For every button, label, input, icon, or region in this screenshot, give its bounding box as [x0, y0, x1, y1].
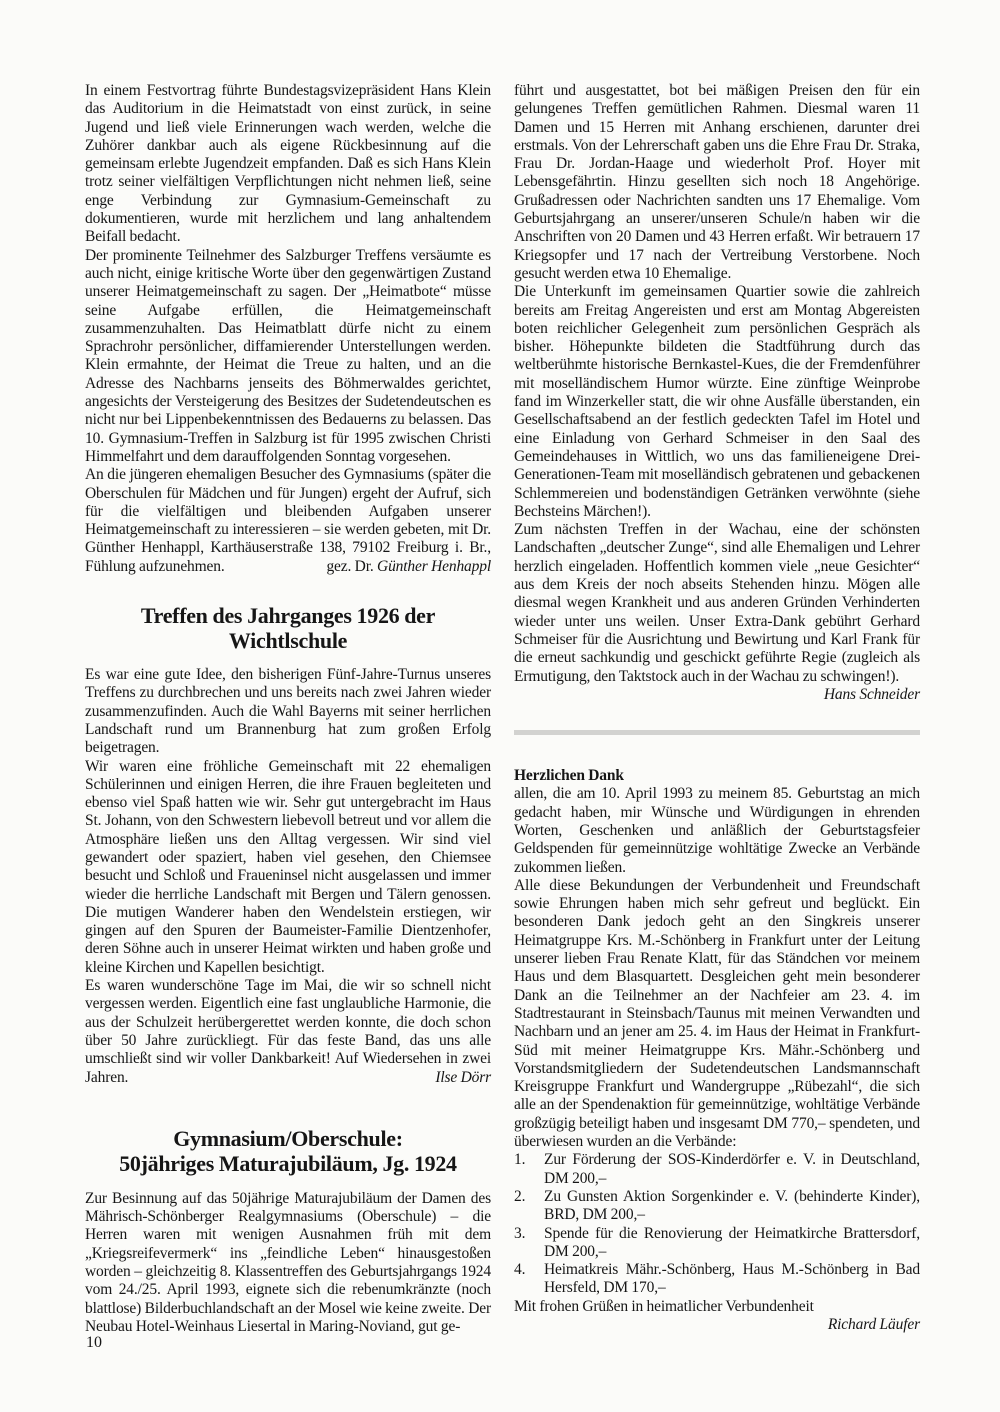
donation-list-item: [514, 1188, 920, 1225]
page-number: 10: [86, 1334, 102, 1351]
paragraph-text: An die jüngeren ehemaligen Besucher des Gymnasiums (später die Oberschulen für Mädchen und für Jungen) ergeht der Aufruf, sich für die vielfältigen und bleibenden Aufgaben unserer Heimatgemeinschaft zu interessieren – sie werden gebeten, mit Dr. Günther Henhappl, Karthäuserstraße 138, 79102 Freiburg i. Br., Fühlung aufzunehmen.: [85, 466, 491, 575]
two-column-layout: [85, 82, 920, 1336]
list-item-text: Zu Gunsten Aktion Sorgenkinder e. V. (behinderte Kinder), BRD, DM 200,–: [544, 1187, 920, 1224]
paragraph-text: Es waren wunderschöne Tage im Mai, die wir so schnell nicht vergessen werden. Eigentlich eine fast unglaubliche Harmonie, die aus der Schulzeit herübergerettet werden konnte, die doch schon über 50 Jahre zurückliegt. Für das feste Band, das uns alle umschließt sind wir voller Dankbarkeit! Auf Wiedersehen in zwei Jahren.: [85, 977, 491, 1086]
signature-doerr: Ilse Dörr: [435, 1068, 491, 1086]
paragraph-festvortrag-2: Der prominente Teilnehmer des Salzburger Treffens versäumte es auch nicht, einige kritische Worte über den gegenwärtigen Zustand unserer Heimatgemeinschaft zu sagen. Der „Heimatbote“ müsse seine Aufgabe erfüllen, die Heimatgemeinschaft zusammenzuhalten. Das Heimatblatt dürfe nicht zu einem Sprachrohr persönlicher, diffamierender Unterstellungen werden. Klein ermahnte, der Heimat die Treue zu halten, und an die Adresse des Nachbarns jenseits des Böhmerwaldes gerichtet, angesichts der Versteigerung des Besitzes der Sudetendeutschen es nicht nur bei Lippenbekenntnissen des Bedauerns zu belassen. Das 10. Gymnasium-Treffen in Salzburg ist für 1995 zwischen Christi Himmelfahrt und dem darauffolgenden Sonntag vorgesehen.: [85, 246, 491, 465]
donation-list-item: [514, 1225, 920, 1262]
list-item-text: Heimatkreis Mähr.-Schönberg, Haus M.-Schönberg in Bad Hersfeld, DM 170,–: [544, 1261, 920, 1297]
list-item-number: 1.: [514, 1151, 526, 1169]
paragraph-festvortrag-1: In einem Festvortrag führte Bundestagsvizepräsident Hans Klein das Auditorium in die Heimatstadt von einst zurück, in seine Jugend und ließ viele Erinnerungen wach werden, welche die Zuhörer dankbar auch als eigene Rückbesinnung auf die gemeinsam erlebte Jugendzeit empfanden. Daß es sich Hans Klein trotz seiner vielfältigen Verpflichtungen nicht nehmen ließ, seine enge Verbindung zur Gymnasium-Gemeinschaft zu dokumentieren, wurde mit herzlichem und lang anhaltendem Beifall bedacht.: [85, 82, 491, 246]
list-item-number: 4.: [514, 1261, 526, 1279]
paragraph-festvortrag-3: [85, 466, 491, 576]
heading-herzlichen-dank: Herzlichen Dank: [514, 767, 624, 785]
left-column: [85, 82, 491, 1336]
donation-list-item: [514, 1151, 920, 1188]
paragraph-wichtlschule-2: Wir waren eine fröhliche Gemeinschaft mit 22 ehemaligen Schülerinnen und einigen Herren, die ihre Frauen begleiteten und ebenso viel Spaß hatten wie wir. Sehr gut untergebracht im Haus St. Johann, von den Schwestern liebevoll betreut und vor allem die Atmosphäre ließen uns den Alltag vergessen. Wir sind viel gewandert oder spaziert, haben viel gesehen, den Chiemsee besucht und Schloß und Fraueninsel nicht ausgelassen und immer wieder die herrliche Landschaft mit Bergen und Tälern genossen. Die mutigen Wanderer haben den Wendelstein erstiegen, wir gingen auf den Spuren der Baumeister-Familie Dientzenhofer, deren Söhne auch in unserer Heimat wirkten und haben große und kleine Kirchen und Kapellen besichtigt.: [85, 757, 491, 976]
heading-wichtlschule: Treffen des Jahrganges 1926 der Wichtlschule: [140, 603, 436, 654]
separator-bar: [514, 730, 920, 735]
signature-laeufer: Richard Läufer: [827, 1316, 920, 1333]
heading-maturajubilaeum: [85, 1126, 491, 1176]
paragraph-maturajubilaeum-right-3: Zum nächsten Treffen in der Wachau, eine der schönsten Landschaften „deutscher Zunge“, sind alle Ehemaligen und Lehrer herzlich eingeladen. Hoffentlich kommen viele „neue Gesichter“ aus dem Kreis der noch abseits Stehenden hinzu. Mögen alle diesmal wegen Krankheit und aus anderen Gründen Verhinderten wieder unter uns weilen. Unser Extra-Dank gebührt Gerhard Schmeiser für die Ausrichtung und Bewirtung und Karl Frank für die erneut sachkundig und geschickt geführte Regie (zugleich als Ermutigung, den Taktstock auch in der Wachau zu schwingen!).: [514, 521, 920, 685]
right-column: [514, 82, 920, 1336]
paragraph-maturajubilaeum-left: Zur Besinnung auf das 50jährige Maturajubiläum der Damen des Mährisch-Schönberger Realgymnasiums (Oberschule) – die Herren waren mit wenigen Ausnahmen früh mit dem „Kriegsreifevermerk“ ins „feindliche Leben“ hinausgestoßen worden – gleichzeitig 8. Klassentreffen des Geburtsjahrgangs 1924 vom 24./25. April 1993, eignete sich die rebenumkränzte (noch blattlose) Bilderbuchlandschaft an der Mosel wie keine zweite. Der Neubau Hotel-Weinhaus Liesertal in Maring-Noviand, gut ge-: [85, 1189, 491, 1335]
signature-prefix: gez. Dr.: [326, 557, 374, 575]
paragraph-dank-1: allen, die am 10. April 1993 zu meinem 85. Geburtstag an mich gedacht haben, mir Wünsche und Würdigungen in ehrenden Worten, Geschenken und anläßlich der Geburtstagsfeier Geldspenden für gemeinnützige wohltätige Zwecke an Verbände zukommen ließen.: [514, 785, 920, 876]
paragraph-wichtlschule-3: [85, 977, 491, 1087]
paragraph-maturajubilaeum-right-2: Die Unterkunft im gemeinsamen Quartier sowie die zahlreich bereits am Freitag Angereisten und erst am Montag Abgereisten boten reichlicher Gelegenheit zum persönlichen Gespräch als bisher. Höhepunkte bildeten die Stadtführung durch das weltberühmte historische Bernkastel-Kues, die der Fremdenführer mit moselländischem Humor würzte. Eine zünftige Weinprobe fand im Winzerkeller statt, die wir ohne Ausfälle überstanden, ein Gesellschaftsabend an der festlich gedeckten Tafel im Hotel und eine Einladung von Gerhard Schmeiser in den Saal des Gemeindehauses in Wittlich, wo uns das familieneigene Drei-Generationen-Team mit moselländisch gebratenen und gebackenen Schlemmereien und bodenständigen Getränken verwöhnte (siehe Bechsteins Märchen!).: [514, 283, 920, 520]
signature-schneider: Hans Schneider: [823, 685, 920, 703]
list-item-number: 2.: [514, 1187, 526, 1205]
paragraph-dank-2: Alle diese Bekundungen der Verbundenheit und Freundschaft sowie Ehrungen haben mich sehr gefreut und beglückt. Ein besonderen Dank jedoch geht an den Singkreis unserer Heimatgruppe Krs. M.-Schönberg in Frankfurt unter der Leitung unserer lieben Frau Renate Klatt, für das Ständchen vor meinem Haus und dem Blasquartett. Desgleichen geht mein besonderer Dank an die Teilnehmer an der Nachfeier am 23. 4. im Stadtrestaurant in Steinsbach/Taunus mit meinen Verwandten und Nachbarn und an jener am 25. 4. im Haus der Heimat in Frankfurt-Süd mit meiner Heimatgruppe Krs. Mähr.-Schönberg und Vorstandsmitgliedern der Sudetendeutschen Landsmannschaft Kreisgruppe Frankfurt und Wandergruppe „Rübezahl“, die sich alle an der Spendenaktion für gemeinnützige, wohltätige Verbände großzügig beteiligt haben und insgesamt DM 770,– spendeten, und überwiesen wurden an die Verbände:: [514, 876, 920, 1151]
donation-list-item: [514, 1261, 920, 1298]
paragraph-maturajubilaeum-right-1: führt und ausgestattet, bot bei mäßigen Preisen den für ein gelungenes Treffen gemütlichen Rahmen. Diesmal waren 11 Damen und 15 Herren mit Anhang erschienen, darunter drei erstmals. Von der Lehrerschaft gaben uns die Ehre Frau Dr. Straka, Frau Dr. Jordan-Haage und wiederholt Prof. Hoyer mit Lebensgefährtin. Hinzu gesellten sich noch 18 Angehörige. Grußadressen oder Nachrichten sandten uns 17 Ehemalige. Vom Geburtsjahrgang an unserer/unseren Schule/n haben wir die Anschriften von 20 Damen und 43 Herren erfaßt. Wir betrauern 17 Kriegsopfer und 17 nach der Vertreibung Verstorbene. Noch gesucht werden etwa 10 Ehemalige.: [514, 82, 920, 282]
list-item-text: Zur Förderung der SOS-Kinderdörfer e. V. in Deutschland, DM 200,–: [544, 1151, 920, 1187]
list-item-number: 3.: [514, 1224, 526, 1242]
paragraph-wichtlschule-1: Es war eine gute Idee, den bisherigen Fünf-Jahre-Turnus unseres Treffens zu durchbrechen und uns bereits nach zwei Jahren wieder zusammenzufinden. Auch die Wahl Bayerns mit seiner herrlichen Landschaft rund um Brannenburg hat zum großen Erfolg beigetragen.: [85, 666, 491, 757]
heading-line-1: Gymnasium/Oberschule:: [173, 1125, 403, 1151]
signature-name: Günther Henhappl: [377, 557, 491, 575]
signature-henhappl: [312, 558, 491, 576]
heading-line-2: 50jähriges Maturajubiläum, Jg. 1924: [119, 1150, 457, 1176]
list-item-text: Spende für die Renovierung der Heimatkirche Brattersdorf, DM 200,–: [544, 1224, 920, 1260]
closing-line: Mit frohen Grüßen in heimatlicher Verbundenheit: [514, 1297, 814, 1315]
